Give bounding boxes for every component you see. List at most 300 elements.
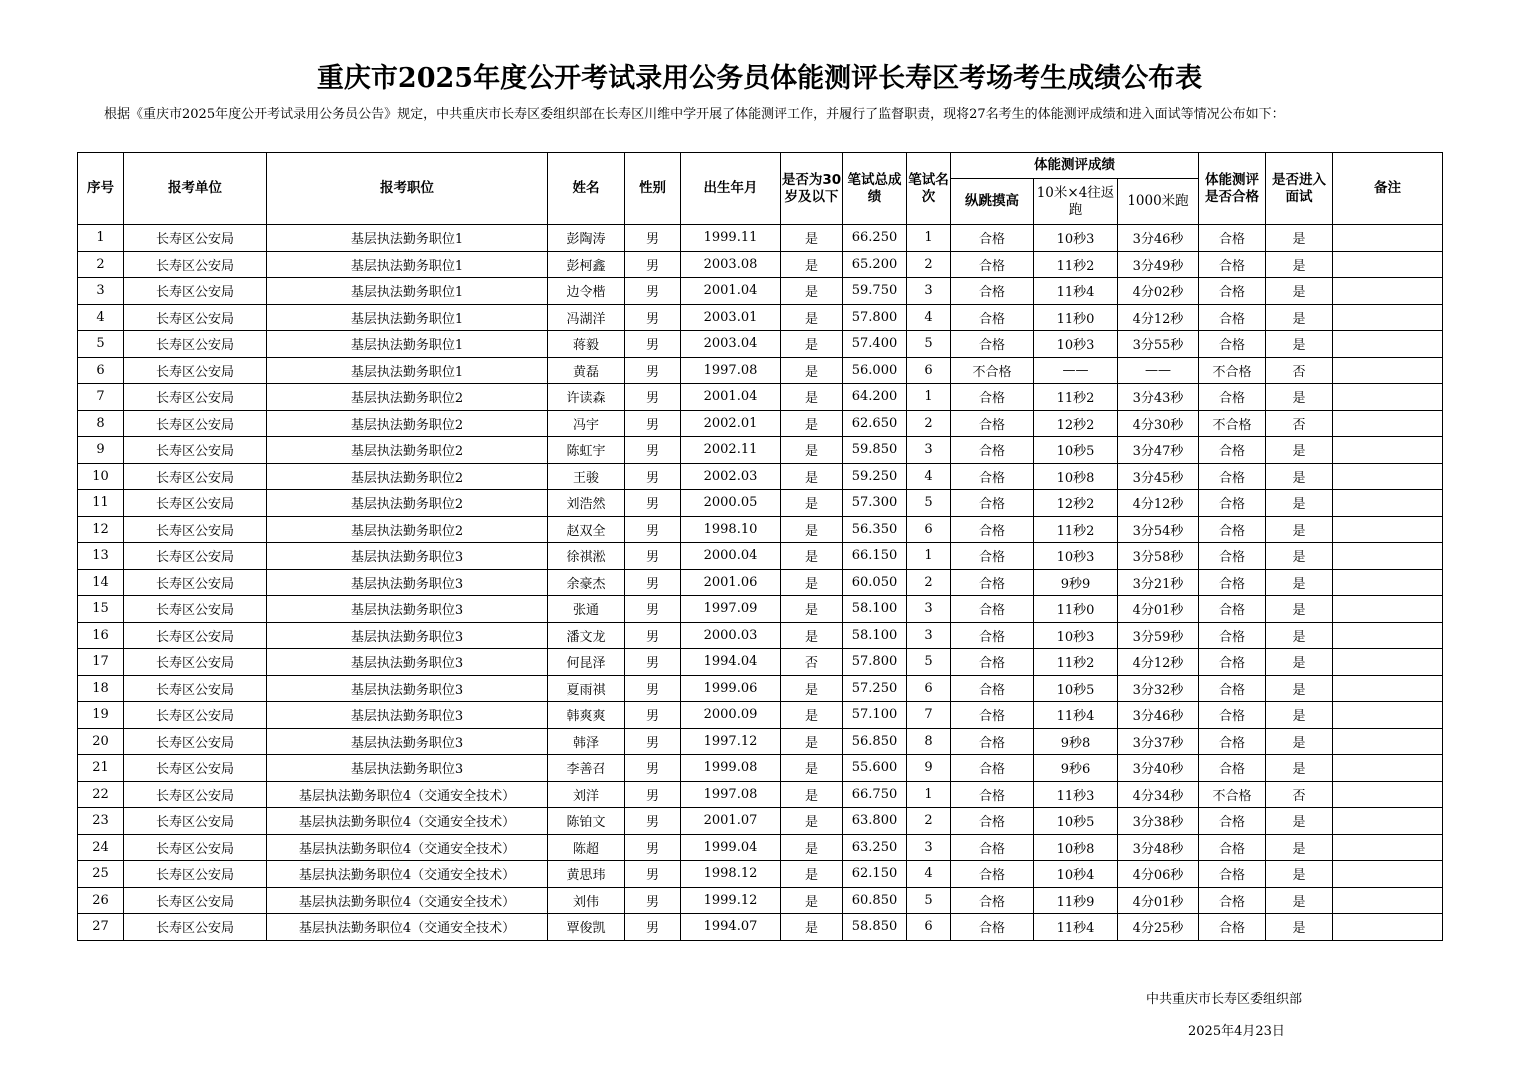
cell-no: 21 xyxy=(78,755,124,782)
header-gender: 性别 xyxy=(625,153,681,225)
cell-written-score: 58.850 xyxy=(843,914,907,941)
cell-position: 基层执法勤务职位1 xyxy=(267,357,548,384)
cell-unit: 长寿区公安局 xyxy=(124,887,267,914)
cell-run-1000: 4分25秒 xyxy=(1118,914,1199,941)
cell-unit: 长寿区公安局 xyxy=(124,834,267,861)
cell-written-rank: 2 xyxy=(907,808,951,835)
cell-written-score: 58.100 xyxy=(843,622,907,649)
cell-no: 15 xyxy=(78,596,124,623)
cell-written-score: 66.750 xyxy=(843,781,907,808)
cell-shuttle-run: 12秒2 xyxy=(1034,490,1118,517)
cell-gender: 男 xyxy=(625,304,681,331)
cell-birth: 2001.04 xyxy=(681,278,781,305)
cell-written-rank: 1 xyxy=(907,225,951,252)
table-row xyxy=(78,702,1443,729)
cell-written-rank: 3 xyxy=(907,596,951,623)
cell-gender: 男 xyxy=(625,410,681,437)
cell-vertical-jump: 合格 xyxy=(951,569,1034,596)
cell-interview: 是 xyxy=(1266,834,1333,861)
cell-vertical-jump: 合格 xyxy=(951,649,1034,676)
cell-remark xyxy=(1333,834,1443,861)
cell-vertical-jump: 合格 xyxy=(951,834,1034,861)
cell-shuttle-run: 10秒3 xyxy=(1034,543,1118,570)
cell-name: 韩泽 xyxy=(548,728,625,755)
cell-birth: 1994.07 xyxy=(681,914,781,941)
cell-written-rank: 1 xyxy=(907,781,951,808)
cell-gender: 男 xyxy=(625,914,681,941)
cell-no: 16 xyxy=(78,622,124,649)
cell-name: 陈虹宇 xyxy=(548,437,625,464)
cell-under30: 是 xyxy=(781,569,843,596)
intro-paragraph: 根据《重庆市2025年度公开考试录用公务员公告》规定，中共重庆市长寿区委组织部在长寿区川维中学开展了体能测评工作，并履行了监督职责，现将27名考生的体能测评成绩和进入面试等情况公布如下： xyxy=(104,107,1285,122)
cell-unit: 长寿区公安局 xyxy=(124,728,267,755)
cell-position: 基层执法勤务职位2 xyxy=(267,437,548,464)
cell-under30: 是 xyxy=(781,331,843,358)
cell-written-rank: 3 xyxy=(907,437,951,464)
cell-under30: 否 xyxy=(781,649,843,676)
cell-run-1000: 3分47秒 xyxy=(1118,437,1199,464)
cell-written-rank: 3 xyxy=(907,834,951,861)
cell-shuttle-run: 10秒3 xyxy=(1034,622,1118,649)
cell-under30: 是 xyxy=(781,410,843,437)
cell-run-1000: 4分34秒 xyxy=(1118,781,1199,808)
cell-unit: 长寿区公安局 xyxy=(124,437,267,464)
table-row xyxy=(78,357,1443,384)
cell-position: 基层执法勤务职位2 xyxy=(267,384,548,411)
cell-name: 陈超 xyxy=(548,834,625,861)
cell-run-1000: 3分37秒 xyxy=(1118,728,1199,755)
cell-run-1000: 3分46秒 xyxy=(1118,702,1199,729)
cell-no: 8 xyxy=(78,410,124,437)
cell-written-score: 57.400 xyxy=(843,331,907,358)
cell-no: 9 xyxy=(78,437,124,464)
cell-name: 蒋毅 xyxy=(548,331,625,358)
cell-written-score: 56.850 xyxy=(843,728,907,755)
cell-fitness-pass: 合格 xyxy=(1199,225,1266,252)
cell-interview: 是 xyxy=(1266,463,1333,490)
cell-under30: 是 xyxy=(781,463,843,490)
table-row xyxy=(78,755,1443,782)
cell-shuttle-run: 11秒4 xyxy=(1034,702,1118,729)
cell-shuttle-run: 11秒3 xyxy=(1034,781,1118,808)
cell-unit: 长寿区公安局 xyxy=(124,543,267,570)
cell-birth: 2000.03 xyxy=(681,622,781,649)
cell-under30: 是 xyxy=(781,384,843,411)
cell-position: 基层执法勤务职位3 xyxy=(267,755,548,782)
cell-shuttle-run: 10秒4 xyxy=(1034,861,1118,888)
cell-shuttle-run: 10秒3 xyxy=(1034,225,1118,252)
cell-interview: 是 xyxy=(1266,728,1333,755)
cell-remark xyxy=(1333,304,1443,331)
cell-gender: 男 xyxy=(625,755,681,782)
cell-name: 覃俊凯 xyxy=(548,914,625,941)
cell-shuttle-run: 12秒2 xyxy=(1034,410,1118,437)
cell-written-rank: 4 xyxy=(907,463,951,490)
cell-birth: 1999.06 xyxy=(681,675,781,702)
cell-no: 17 xyxy=(78,649,124,676)
cell-under30: 是 xyxy=(781,278,843,305)
cell-run-1000: 3分58秒 xyxy=(1118,543,1199,570)
cell-under30: 是 xyxy=(781,225,843,252)
cell-gender: 男 xyxy=(625,728,681,755)
page-title: 重庆市2025年度公开考试录用公务员体能测评长寿区考场考生成绩公布表 xyxy=(316,63,1203,94)
cell-fitness-pass: 合格 xyxy=(1199,675,1266,702)
cell-name: 王骏 xyxy=(548,463,625,490)
cell-written-score: 62.150 xyxy=(843,861,907,888)
cell-name: 徐祺淞 xyxy=(548,543,625,570)
cell-remark xyxy=(1333,622,1443,649)
cell-written-score: 57.100 xyxy=(843,702,907,729)
cell-unit: 长寿区公安局 xyxy=(124,225,267,252)
cell-run-1000: 3分43秒 xyxy=(1118,384,1199,411)
header-remark: 备注 xyxy=(1333,153,1443,225)
table-row xyxy=(78,781,1443,808)
cell-birth: 2001.06 xyxy=(681,569,781,596)
cell-shuttle-run: 10秒5 xyxy=(1034,437,1118,464)
cell-name: 彭柯鑫 xyxy=(548,251,625,278)
cell-written-score: 63.800 xyxy=(843,808,907,835)
cell-fitness-pass: 合格 xyxy=(1199,728,1266,755)
table-row xyxy=(78,410,1443,437)
cell-written-rank: 2 xyxy=(907,410,951,437)
cell-no: 4 xyxy=(78,304,124,331)
cell-written-rank: 5 xyxy=(907,887,951,914)
cell-remark xyxy=(1333,543,1443,570)
cell-unit: 长寿区公安局 xyxy=(124,596,267,623)
cell-unit: 长寿区公安局 xyxy=(124,410,267,437)
cell-interview: 是 xyxy=(1266,304,1333,331)
cell-fitness-pass: 合格 xyxy=(1199,702,1266,729)
cell-birth: 2000.04 xyxy=(681,543,781,570)
cell-vertical-jump: 合格 xyxy=(951,410,1034,437)
cell-written-rank: 4 xyxy=(907,861,951,888)
cell-gender: 男 xyxy=(625,490,681,517)
cell-fitness-pass: 合格 xyxy=(1199,861,1266,888)
cell-birth: 2003.01 xyxy=(681,304,781,331)
cell-written-rank: 6 xyxy=(907,516,951,543)
cell-position: 基层执法勤务职位3 xyxy=(267,675,548,702)
cell-no: 6 xyxy=(78,357,124,384)
cell-unit: 长寿区公安局 xyxy=(124,781,267,808)
cell-interview: 是 xyxy=(1266,331,1333,358)
cell-run-1000: 3分32秒 xyxy=(1118,675,1199,702)
cell-shuttle-run: 11秒0 xyxy=(1034,304,1118,331)
cell-vertical-jump: 合格 xyxy=(951,304,1034,331)
cell-interview: 否 xyxy=(1266,357,1333,384)
cell-remark xyxy=(1333,463,1443,490)
cell-name: 何昆泽 xyxy=(548,649,625,676)
cell-remark xyxy=(1333,649,1443,676)
cell-run-1000: —— xyxy=(1118,357,1199,384)
cell-under30: 是 xyxy=(781,543,843,570)
cell-remark xyxy=(1333,384,1443,411)
cell-position: 基层执法勤务职位4（交通安全技术） xyxy=(267,808,548,835)
header-birth: 出生年月 xyxy=(681,153,781,225)
cell-position: 基层执法勤务职位3 xyxy=(267,622,548,649)
cell-shuttle-run: 10秒8 xyxy=(1034,834,1118,861)
cell-no: 10 xyxy=(78,463,124,490)
cell-run-1000: 3分38秒 xyxy=(1118,808,1199,835)
table-row xyxy=(78,649,1443,676)
cell-shuttle-run: 9秒9 xyxy=(1034,569,1118,596)
cell-gender: 男 xyxy=(625,569,681,596)
table-row xyxy=(78,914,1443,941)
cell-unit: 长寿区公安局 xyxy=(124,278,267,305)
table-row xyxy=(78,251,1443,278)
cell-no: 24 xyxy=(78,834,124,861)
cell-shuttle-run: 11秒2 xyxy=(1034,516,1118,543)
cell-written-rank: 2 xyxy=(907,569,951,596)
cell-vertical-jump: 合格 xyxy=(951,702,1034,729)
cell-fitness-pass: 合格 xyxy=(1199,649,1266,676)
cell-under30: 是 xyxy=(781,702,843,729)
cell-remark xyxy=(1333,251,1443,278)
cell-birth: 1994.04 xyxy=(681,649,781,676)
cell-vertical-jump: 合格 xyxy=(951,808,1034,835)
cell-written-rank: 1 xyxy=(907,543,951,570)
cell-unit: 长寿区公安局 xyxy=(124,463,267,490)
cell-written-score: 56.350 xyxy=(843,516,907,543)
cell-vertical-jump: 合格 xyxy=(951,225,1034,252)
header-fitness-group: 体能测评成绩 xyxy=(951,153,1199,179)
cell-remark xyxy=(1333,914,1443,941)
cell-vertical-jump: 合格 xyxy=(951,675,1034,702)
cell-fitness-pass: 合格 xyxy=(1199,755,1266,782)
cell-vertical-jump: 合格 xyxy=(951,384,1034,411)
cell-written-score: 65.200 xyxy=(843,251,907,278)
cell-position: 基层执法勤务职位1 xyxy=(267,251,548,278)
cell-position: 基层执法勤务职位4（交通安全技术） xyxy=(267,834,548,861)
cell-remark xyxy=(1333,225,1443,252)
cell-interview: 是 xyxy=(1266,278,1333,305)
cell-run-1000: 4分01秒 xyxy=(1118,596,1199,623)
table-row xyxy=(78,304,1443,331)
cell-interview: 是 xyxy=(1266,755,1333,782)
cell-run-1000: 3分21秒 xyxy=(1118,569,1199,596)
cell-name: 陈铂文 xyxy=(548,808,625,835)
cell-written-rank: 6 xyxy=(907,357,951,384)
cell-run-1000: 3分59秒 xyxy=(1118,622,1199,649)
cell-position: 基层执法勤务职位2 xyxy=(267,516,548,543)
cell-vertical-jump: 合格 xyxy=(951,728,1034,755)
table-row xyxy=(78,463,1443,490)
cell-birth: 2003.08 xyxy=(681,251,781,278)
cell-position: 基层执法勤务职位3 xyxy=(267,702,548,729)
cell-shuttle-run: 11秒0 xyxy=(1034,596,1118,623)
cell-birth: 1999.12 xyxy=(681,887,781,914)
cell-written-rank: 3 xyxy=(907,278,951,305)
cell-gender: 男 xyxy=(625,622,681,649)
cell-written-score: 59.750 xyxy=(843,278,907,305)
table-row xyxy=(78,331,1443,358)
cell-remark xyxy=(1333,357,1443,384)
header-run-1000: 1000米跑 xyxy=(1118,179,1199,225)
cell-vertical-jump: 合格 xyxy=(951,437,1034,464)
cell-name: 冯湖洋 xyxy=(548,304,625,331)
table-row xyxy=(78,728,1443,755)
cell-unit: 长寿区公安局 xyxy=(124,861,267,888)
cell-name: 李善召 xyxy=(548,755,625,782)
cell-fitness-pass: 不合格 xyxy=(1199,357,1266,384)
cell-birth: 1997.08 xyxy=(681,781,781,808)
cell-fitness-pass: 合格 xyxy=(1199,808,1266,835)
cell-unit: 长寿区公安局 xyxy=(124,251,267,278)
cell-position: 基层执法勤务职位1 xyxy=(267,331,548,358)
cell-written-score: 66.150 xyxy=(843,543,907,570)
cell-fitness-pass: 合格 xyxy=(1199,834,1266,861)
cell-name: 刘浩然 xyxy=(548,490,625,517)
cell-position: 基层执法勤务职位1 xyxy=(267,225,548,252)
cell-run-1000: 4分06秒 xyxy=(1118,861,1199,888)
cell-under30: 是 xyxy=(781,914,843,941)
cell-name: 黄思玮 xyxy=(548,861,625,888)
cell-no: 7 xyxy=(78,384,124,411)
cell-name: 张通 xyxy=(548,596,625,623)
table-row xyxy=(78,225,1443,252)
header-under30: 是否为30岁及以下 xyxy=(781,153,843,225)
cell-fitness-pass: 不合格 xyxy=(1199,781,1266,808)
cell-remark xyxy=(1333,516,1443,543)
cell-name: 彭陶涛 xyxy=(548,225,625,252)
cell-interview: 是 xyxy=(1266,251,1333,278)
cell-remark xyxy=(1333,278,1443,305)
cell-run-1000: 3分54秒 xyxy=(1118,516,1199,543)
cell-vertical-jump: 合格 xyxy=(951,781,1034,808)
cell-under30: 是 xyxy=(781,304,843,331)
cell-interview: 是 xyxy=(1266,543,1333,570)
cell-written-score: 57.250 xyxy=(843,675,907,702)
cell-unit: 长寿区公安局 xyxy=(124,331,267,358)
cell-interview: 是 xyxy=(1266,702,1333,729)
cell-interview: 是 xyxy=(1266,808,1333,835)
cell-under30: 是 xyxy=(781,357,843,384)
cell-remark xyxy=(1333,331,1443,358)
header-position: 报考职位 xyxy=(267,153,548,225)
cell-under30: 是 xyxy=(781,675,843,702)
table-row xyxy=(78,384,1443,411)
cell-vertical-jump: 合格 xyxy=(951,278,1034,305)
cell-vertical-jump: 合格 xyxy=(951,861,1034,888)
table-row xyxy=(78,543,1443,570)
cell-unit: 长寿区公安局 xyxy=(124,384,267,411)
cell-birth: 1998.12 xyxy=(681,861,781,888)
cell-unit: 长寿区公安局 xyxy=(124,914,267,941)
cell-vertical-jump: 合格 xyxy=(951,914,1034,941)
cell-run-1000: 3分48秒 xyxy=(1118,834,1199,861)
cell-vertical-jump: 合格 xyxy=(951,331,1034,358)
cell-remark xyxy=(1333,887,1443,914)
cell-shuttle-run: 11秒4 xyxy=(1034,914,1118,941)
cell-remark xyxy=(1333,781,1443,808)
cell-no: 12 xyxy=(78,516,124,543)
cell-under30: 是 xyxy=(781,251,843,278)
cell-interview: 是 xyxy=(1266,914,1333,941)
cell-position: 基层执法勤务职位4（交通安全技术） xyxy=(267,861,548,888)
cell-written-score: 58.100 xyxy=(843,596,907,623)
cell-birth: 2002.03 xyxy=(681,463,781,490)
scores-table xyxy=(77,152,1443,941)
cell-under30: 是 xyxy=(781,596,843,623)
cell-birth: 2001.07 xyxy=(681,808,781,835)
cell-vertical-jump: 合格 xyxy=(951,622,1034,649)
cell-no: 25 xyxy=(78,861,124,888)
footer-organization: 中共重庆市长寿区委组织部 xyxy=(1146,992,1303,1007)
cell-gender: 男 xyxy=(625,384,681,411)
cell-written-score: 63.250 xyxy=(843,834,907,861)
cell-name: 黄磊 xyxy=(548,357,625,384)
cell-name: 冯宇 xyxy=(548,410,625,437)
cell-written-rank: 5 xyxy=(907,649,951,676)
cell-remark xyxy=(1333,755,1443,782)
cell-written-rank: 6 xyxy=(907,675,951,702)
cell-run-1000: 4分02秒 xyxy=(1118,278,1199,305)
cell-written-score: 59.850 xyxy=(843,437,907,464)
table-row xyxy=(78,834,1443,861)
cell-vertical-jump: 合格 xyxy=(951,490,1034,517)
cell-interview: 是 xyxy=(1266,490,1333,517)
table-row xyxy=(78,596,1443,623)
cell-interview: 是 xyxy=(1266,675,1333,702)
cell-unit: 长寿区公安局 xyxy=(124,622,267,649)
cell-position: 基层执法勤务职位3 xyxy=(267,728,548,755)
cell-written-rank: 9 xyxy=(907,755,951,782)
cell-written-score: 66.250 xyxy=(843,225,907,252)
table-row xyxy=(78,808,1443,835)
cell-under30: 是 xyxy=(781,622,843,649)
cell-shuttle-run: 11秒2 xyxy=(1034,384,1118,411)
cell-unit: 长寿区公安局 xyxy=(124,357,267,384)
cell-unit: 长寿区公安局 xyxy=(124,649,267,676)
table-row xyxy=(78,887,1443,914)
cell-vertical-jump: 合格 xyxy=(951,251,1034,278)
cell-run-1000: 3分49秒 xyxy=(1118,251,1199,278)
cell-no: 26 xyxy=(78,887,124,914)
header-vertical-jump: 纵跳摸高 xyxy=(951,179,1034,225)
cell-gender: 男 xyxy=(625,834,681,861)
cell-written-score: 57.800 xyxy=(843,649,907,676)
footer-date: 2025年4月23日 xyxy=(1188,1024,1285,1039)
cell-birth: 1999.11 xyxy=(681,225,781,252)
cell-written-rank: 4 xyxy=(907,304,951,331)
cell-fitness-pass: 合格 xyxy=(1199,569,1266,596)
cell-unit: 长寿区公安局 xyxy=(124,304,267,331)
cell-birth: 1999.08 xyxy=(681,755,781,782)
cell-remark xyxy=(1333,596,1443,623)
cell-run-1000: 4分12秒 xyxy=(1118,490,1199,517)
cell-written-rank: 7 xyxy=(907,702,951,729)
cell-shuttle-run: —— xyxy=(1034,357,1118,384)
cell-written-rank: 5 xyxy=(907,490,951,517)
table-row xyxy=(78,569,1443,596)
cell-run-1000: 4分12秒 xyxy=(1118,649,1199,676)
cell-no: 22 xyxy=(78,781,124,808)
cell-position: 基层执法勤务职位3 xyxy=(267,596,548,623)
cell-position: 基层执法勤务职位2 xyxy=(267,410,548,437)
cell-fitness-pass: 合格 xyxy=(1199,384,1266,411)
cell-shuttle-run: 10秒3 xyxy=(1034,331,1118,358)
cell-under30: 是 xyxy=(781,755,843,782)
cell-name: 夏雨祺 xyxy=(548,675,625,702)
cell-fitness-pass: 合格 xyxy=(1199,437,1266,464)
cell-run-1000: 4分30秒 xyxy=(1118,410,1199,437)
cell-written-score: 57.300 xyxy=(843,490,907,517)
cell-run-1000: 3分55秒 xyxy=(1118,331,1199,358)
cell-fitness-pass: 合格 xyxy=(1199,331,1266,358)
cell-gender: 男 xyxy=(625,702,681,729)
cell-shuttle-run: 11秒4 xyxy=(1034,278,1118,305)
cell-written-rank: 8 xyxy=(907,728,951,755)
cell-written-rank: 2 xyxy=(907,251,951,278)
